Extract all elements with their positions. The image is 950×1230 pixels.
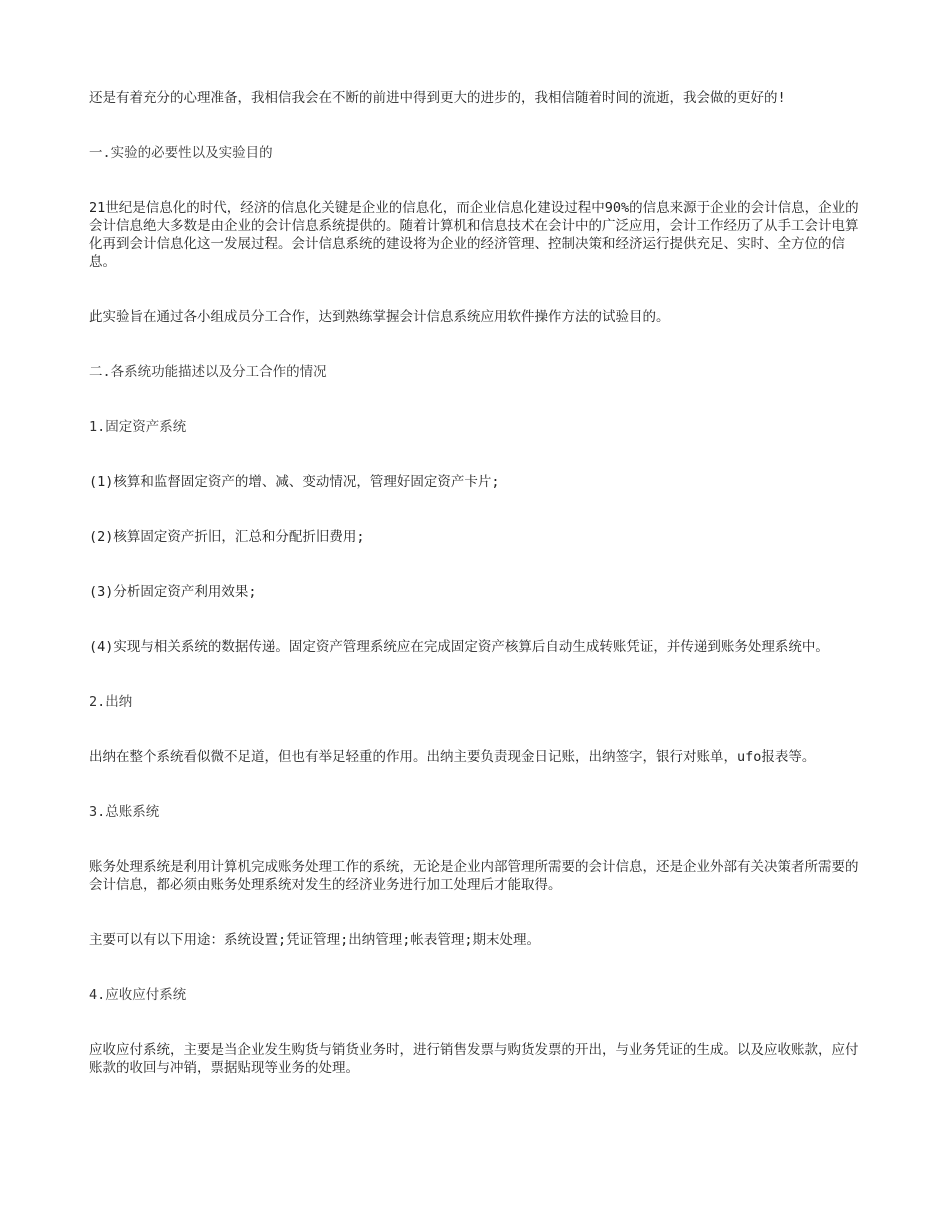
paragraph-background: 21世纪是信息化的时代，经济的信息化关键是企业的信息化，而企业信息化建设过程中90%的信息来源于企业的会计信息，企业的会计信息绝大多数是由企业的会计信息系统提供的。随着计算机和信息技术在会计中的广泛应用，会计工作经历了从手工会计电算化再到会计信息化这一发展过程。会计信息系统的建设将为企业的经济管理、控制决策和经济运行提供充足、实时、全方位的信息。: [89, 200, 859, 270]
list-item-fixed-assets-3: (3)分析固定资产利用效果;: [89, 584, 257, 600]
subheading-general-ledger: 3.总账系统: [89, 804, 160, 820]
paragraph-general-ledger-uses: 主要可以有以下用途：系统设置;凭证管理;出纳管理;帐表管理;期末处理。: [89, 932, 541, 948]
paragraph-purpose: 此实验旨在通过各小组成员分工合作，达到熟练掌握会计信息系统应用软件操作方法的试验目的。: [89, 309, 670, 325]
subheading-cashier: 2.出纳: [89, 694, 133, 710]
list-item-fixed-assets-4: (4)实现与相关系统的数据传递。固定资产管理系统应在完成固定资产核算后自动生成转账凭证，并传递到账务处理系统中。: [89, 639, 829, 655]
paragraph-closing-remark: 还是有着充分的心理准备，我相信我会在不断的前进中得到更大的进步的，我相信随着时间的流逝，我会做的更好的!: [89, 90, 786, 106]
paragraph-cashier: 出纳在整个系统看似微不足道，但也有举足轻重的作用。出纳主要负责现金日记账，出纳签字，银行对账单，ufo报表等。: [89, 749, 816, 765]
subheading-fixed-assets: 1.固定资产系统: [89, 419, 187, 435]
list-item-fixed-assets-2: (2)核算固定资产折旧，汇总和分配折旧费用;: [89, 529, 365, 545]
subheading-receivables-payables: 4.应收应付系统: [89, 987, 187, 1003]
document-body: [89, 89, 864, 1114]
paragraph-receivables-payables: 应收应付系统，主要是当企业发生购货与销货业务时，进行销售发票与购货发票的开出，与业务凭证的生成。以及应收账款，应付账款的收回与冲销，票据贴现等业务的处理。: [89, 1042, 859, 1076]
list-item-fixed-assets-1: (1)核算和监督固定资产的增、减、变动情况，管理好固定资产卡片;: [89, 474, 500, 490]
section-heading-1: 一.实验的必要性以及实验目的: [89, 145, 273, 161]
section-heading-2: 二.各系统功能描述以及分工合作的情况: [89, 364, 327, 380]
paragraph-general-ledger: 账务处理系统是利用计算机完成账务处理工作的系统，无论是企业内部管理所需要的会计信息，还是企业外部有关决策者所需要的会计信息，都必须由账务处理系统对发生的经济业务进行加工处理后才能取得。: [89, 859, 859, 893]
